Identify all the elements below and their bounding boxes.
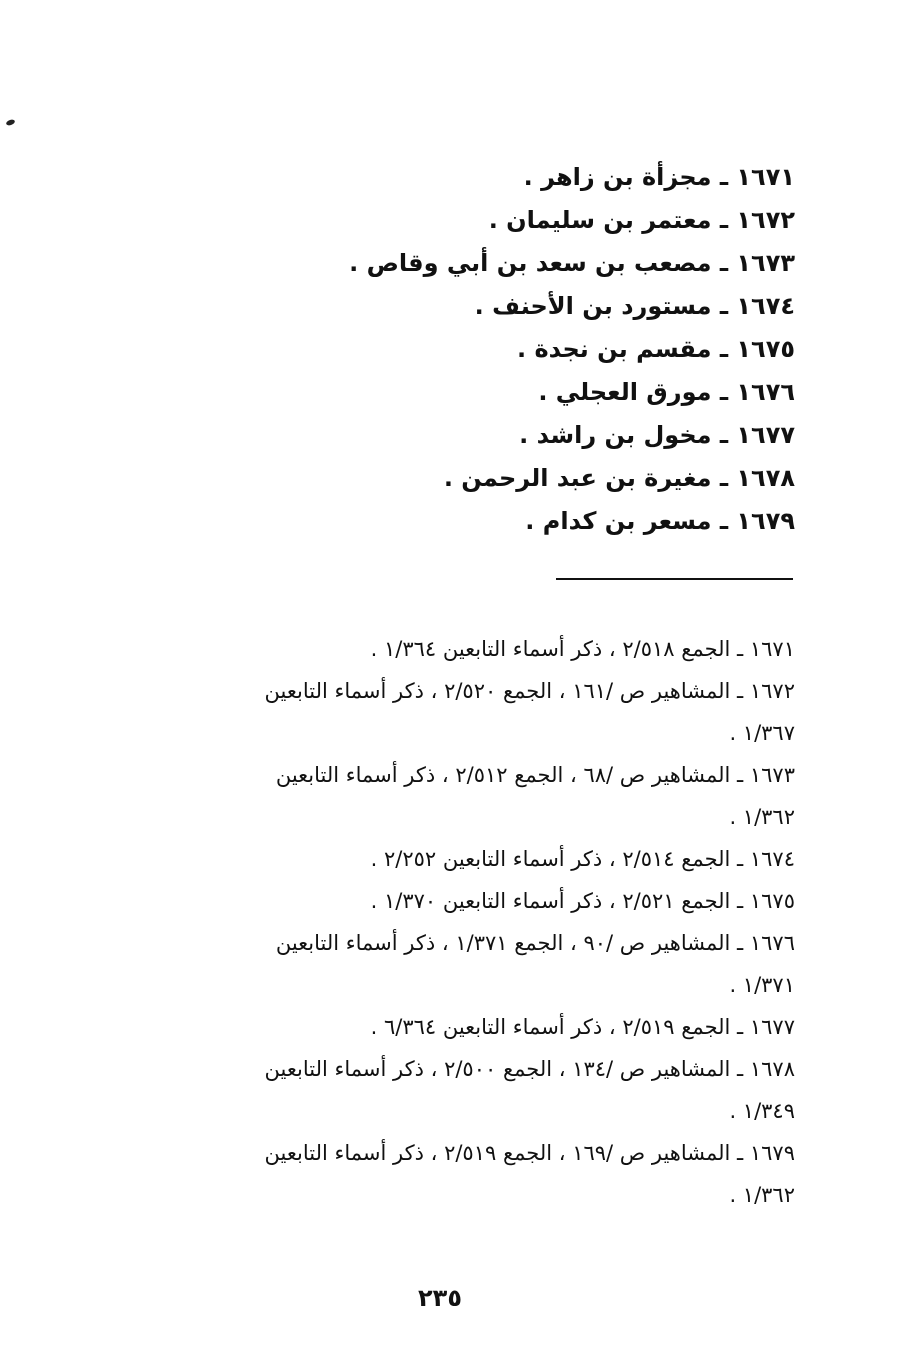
page-number: ٢٣٥ — [418, 1284, 462, 1312]
footnote-line: ١٦٧٦ ـ المشاهير ص /٩٠ ، الجمع ١/٣٧١ ، ذكر أسماء التابعين — [275, 931, 795, 955]
footnote-line: ١٦٧٣ ـ المشاهير ص /٦٨ ، الجمع ٢/٥١٢ ، ذكر أسماء التابعين — [275, 763, 795, 787]
footnote-continuation: ١/٣٤٩ . — [729, 1099, 795, 1123]
footnote-line: ١٦٧٤ ـ الجمع ٢/٥١٤ ، ذكر أسماء التابعين ٢/٢٥٢ . — [370, 847, 795, 871]
footnote-line: ١٦٧٢ ـ المشاهير ص /١٦١ ، الجمع ٢/٥٢٠ ، ذكر أسماء التابعين — [264, 679, 795, 703]
footnote — [105, 628, 795, 670]
narrator-entry: ١٦٧٥ ـ مقسم بن نجدة . — [516, 335, 795, 363]
ink-speck — [5, 119, 15, 127]
footnotes-list — [105, 628, 795, 1216]
footnote-line: ١٦٧٨ ـ المشاهير ص /١٣٤ ، الجمع ٢/٥٠٠ ، ذكر أسماء التابعين — [264, 1057, 795, 1081]
footnote-continuation: ١/٣٦٢ . — [729, 805, 795, 829]
footnote — [105, 1132, 795, 1216]
footnote — [105, 922, 795, 1006]
footnote-line: ١٦٧٩ ـ المشاهير ص /١٦٩ ، الجمع ٢/٥١٩ ، ذكر أسماء التابعين — [264, 1141, 795, 1165]
footnote-continuation: ١/٣٦٧ . — [729, 721, 795, 745]
footnote — [105, 880, 795, 922]
footnote — [105, 1048, 795, 1132]
footnote-line: ١٦٧٥ ـ الجمع ٢/٥٢١ ، ذكر أسماء التابعين ١/٣٧٠ . — [370, 889, 795, 913]
narrator-entry: ١٦٧٦ ـ مورق العجلي . — [538, 378, 795, 406]
footnote-continuation: ١/٣٧١ . — [729, 973, 795, 997]
narrator-entries-list — [235, 156, 795, 543]
footnote — [105, 754, 795, 838]
narrator-entry: ١٦٧٣ ـ مصعب بن سعد بن أبي وقاص . — [349, 249, 795, 277]
footnote — [105, 838, 795, 880]
narrator-entry: ١٦٧٩ ـ مسعر بن كدام . — [525, 507, 795, 535]
footnote — [105, 1006, 795, 1048]
narrator-entry: ١٦٧٧ ـ مخول بن راشد . — [519, 421, 795, 449]
footnote-continuation: ١/٣٦٢ . — [729, 1183, 795, 1207]
footnote-line: ١٦٧١ ـ الجمع ٢/٥١٨ ، ذكر أسماء التابعين ١/٣٦٤ . — [370, 637, 795, 661]
footnote-line: ١٦٧٧ ـ الجمع ٢/٥١٩ ، ذكر أسماء التابعين ٦/٣٦٤ . — [370, 1015, 795, 1039]
footnote-divider — [556, 578, 793, 580]
narrator-entry: ١٦٧١ ـ مجزأة بن زاهر . — [523, 163, 795, 191]
narrator-entry: ١٦٧٢ ـ معتمر بن سليمان . — [488, 206, 795, 234]
narrator-entry: ١٦٧٨ ـ مغيرة بن عبد الرحمن . — [443, 464, 795, 492]
footnote — [105, 670, 795, 754]
narrator-entry: ١٦٧٤ ـ مستورد بن الأحنف . — [474, 292, 795, 320]
